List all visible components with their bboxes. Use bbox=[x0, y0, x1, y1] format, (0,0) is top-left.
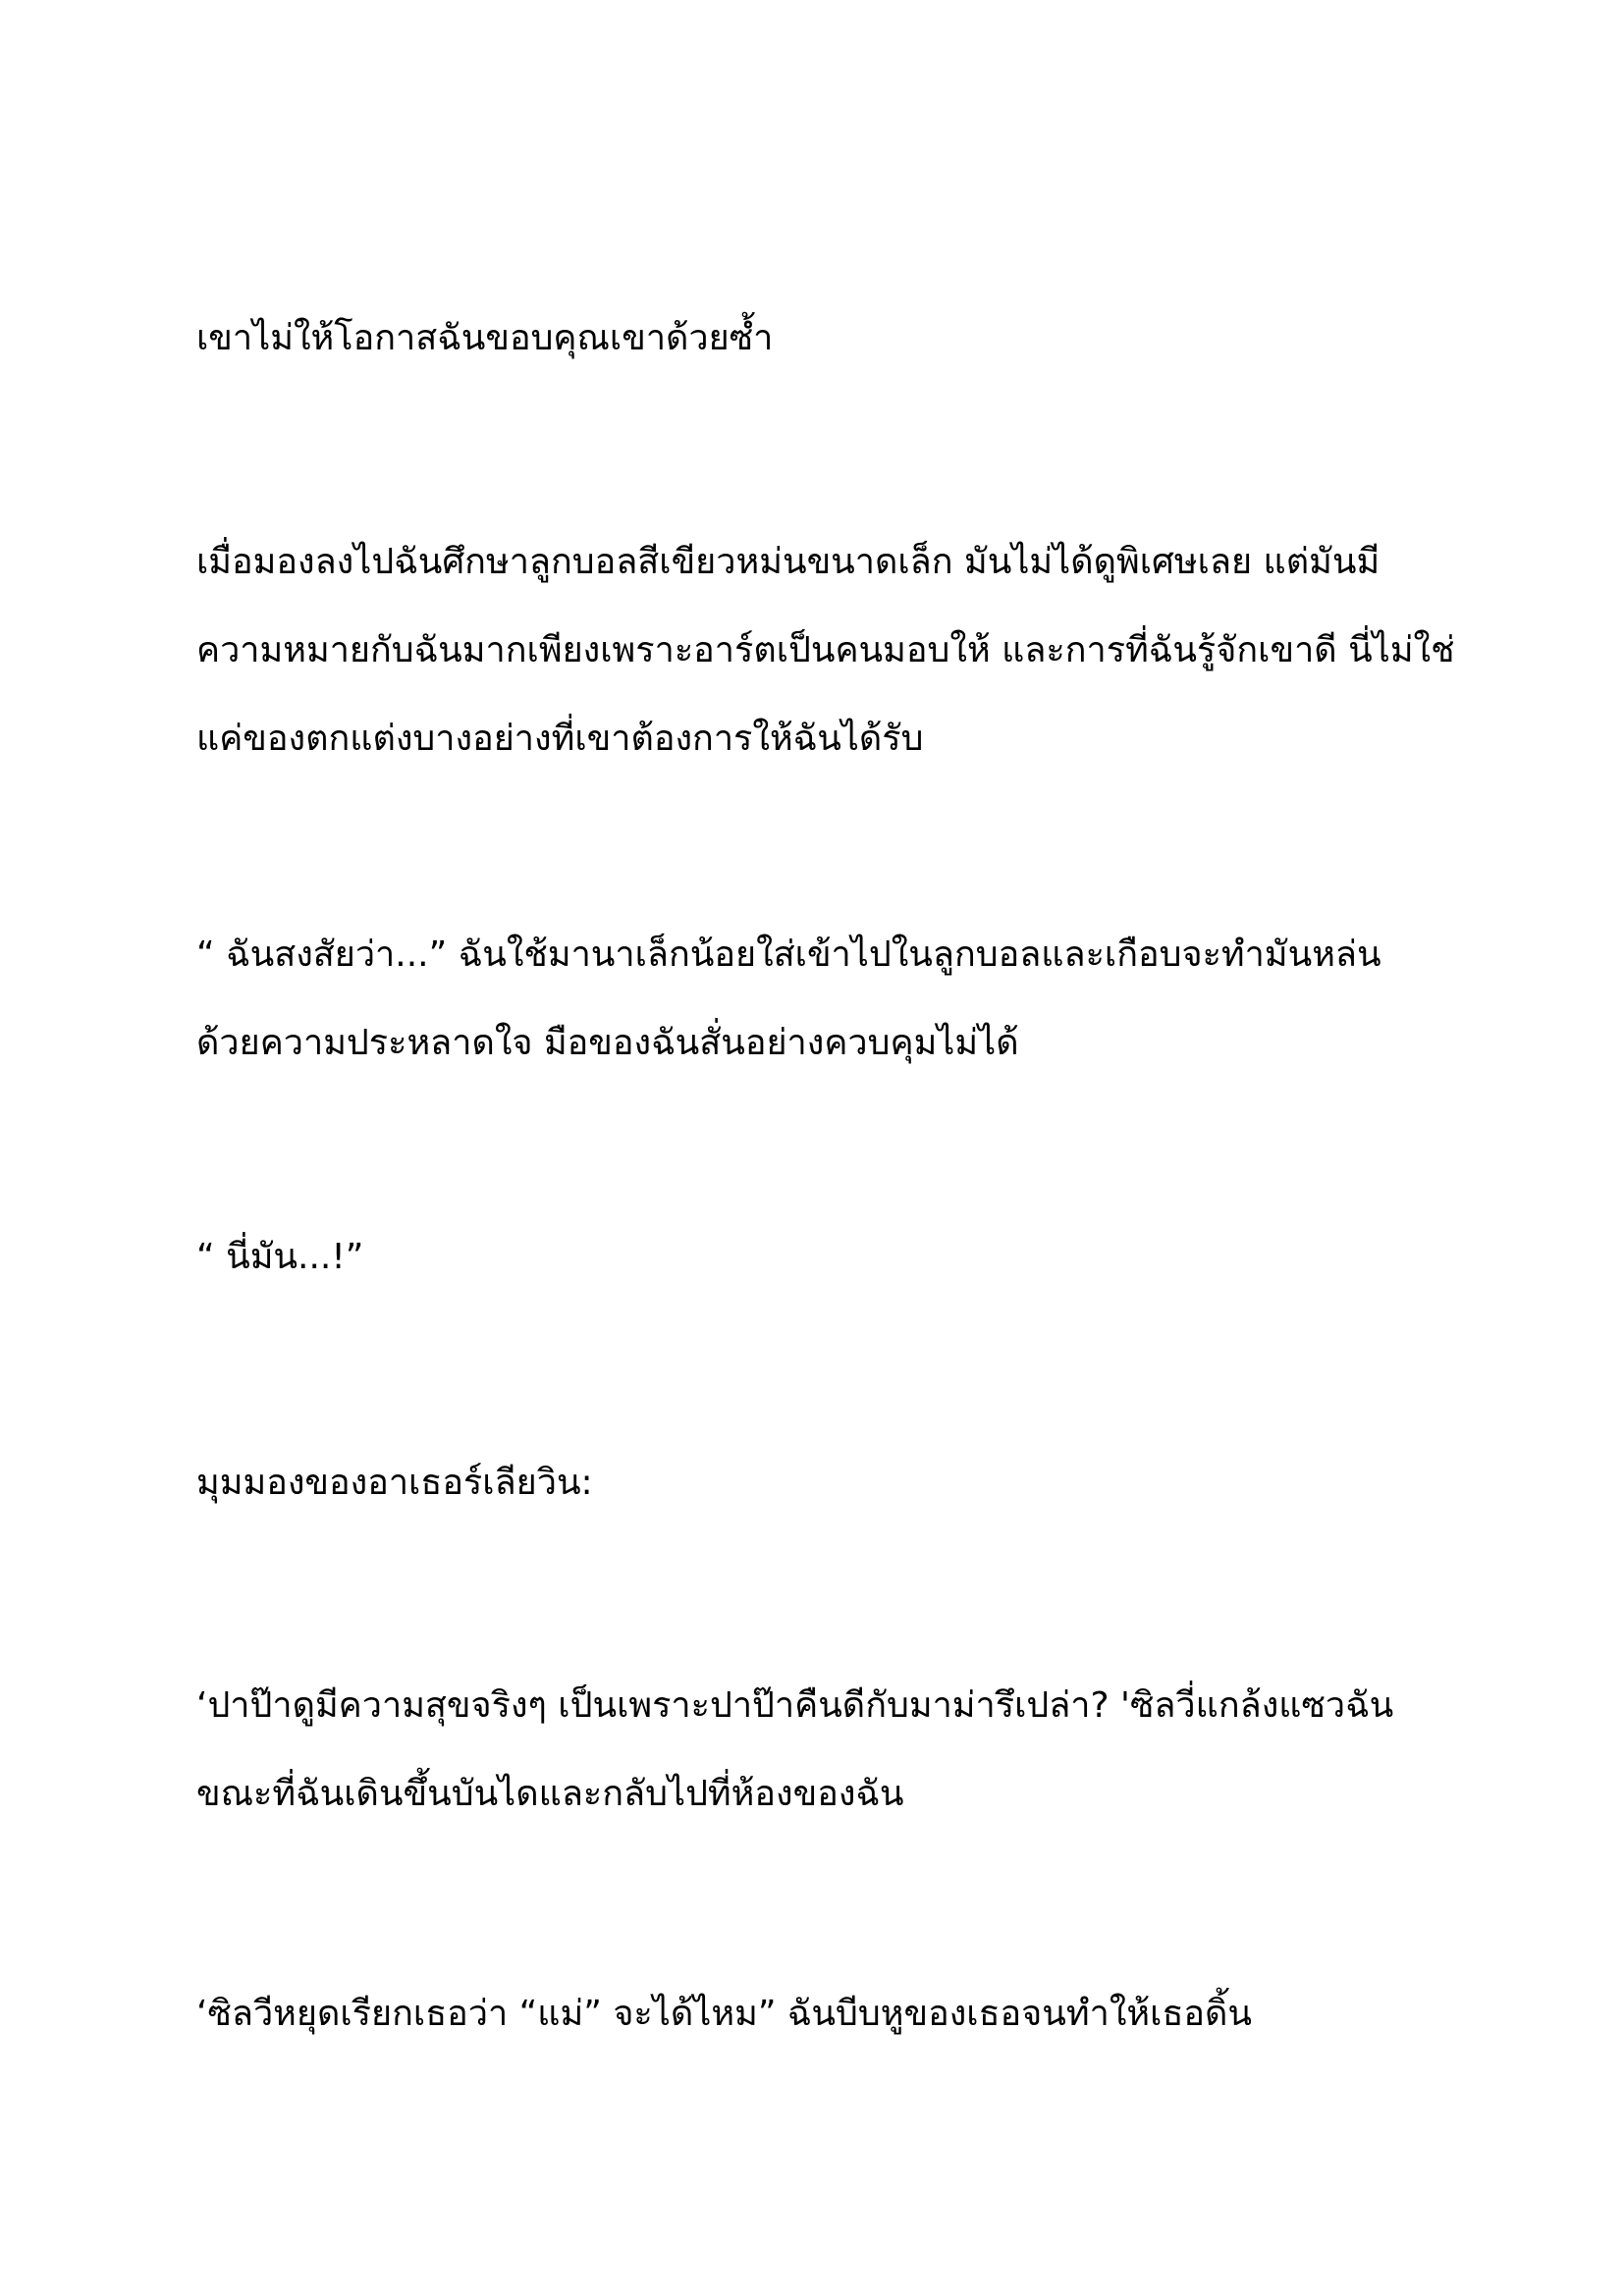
text-line: ความหมายกับฉันมากเพียงเพราะอาร์ตเป็นคนมอบให้ และการที่ฉันรู้จักเขาดี นี่ไม่ใช่ bbox=[196, 630, 1455, 670]
text-line: เขาไม่ให้โอกาสฉันขอบคุณเขาด้วยซ้ำ bbox=[196, 318, 774, 358]
paragraph-5 bbox=[196, 1439, 1473, 1527]
paragraph-4 bbox=[196, 1213, 1473, 1302]
text-line: ‘ปาป๊าดูมีความสุขจริงๆ เป็นเพราะปาป๊าคืนดีกับมาม่ารึเปล่า? 'ซิลวี่แกล้งแซวฉัน bbox=[196, 1685, 1394, 1726]
text-line: ‘ซิลวีหยุดเรียกเธอว่า “แม่” จะได้ไหม” ฉันบีบหูของเธอจนทำให้เธอดิ้น bbox=[196, 1994, 1253, 2034]
paragraph-1 bbox=[196, 294, 1473, 383]
paragraph-7 bbox=[196, 1970, 1473, 2058]
text-line: “ ฉันสงสัยว่า...” ฉันใช้มานาเล็กน้อยใส่เข้าไปในลูกบอลและเกือบจะทำมันหล่น bbox=[196, 934, 1381, 975]
text-line: แค่ของตกแต่งบางอย่างที่เขาต้องการให้ฉันได้รับ bbox=[196, 719, 924, 759]
text-line: เมื่อมองลงไปฉันศึกษาลูกบอลสีเขียวหม่นขนาดเล็ก มันไม่ได้ดูพิเศษเลย แต่มันมี bbox=[196, 542, 1380, 582]
text-line: ขณะที่ฉันเดินขึ้นบันไดและกลับไปที่ห้องของฉัน bbox=[196, 1774, 904, 1814]
paragraph-6 bbox=[196, 1662, 1473, 1839]
paragraph-2 bbox=[196, 518, 1473, 783]
paragraph-3 bbox=[196, 911, 1473, 1088]
text-line: “ นี่มัน...!” bbox=[196, 1237, 364, 1277]
section-heading-line: มุมมองของอาเธอร์เลียวิน: bbox=[196, 1463, 593, 1503]
text-line: ด้วยความประหลาดใจ มือของฉันสั่นอย่างควบคุมไม่ได้ bbox=[196, 1023, 1019, 1063]
